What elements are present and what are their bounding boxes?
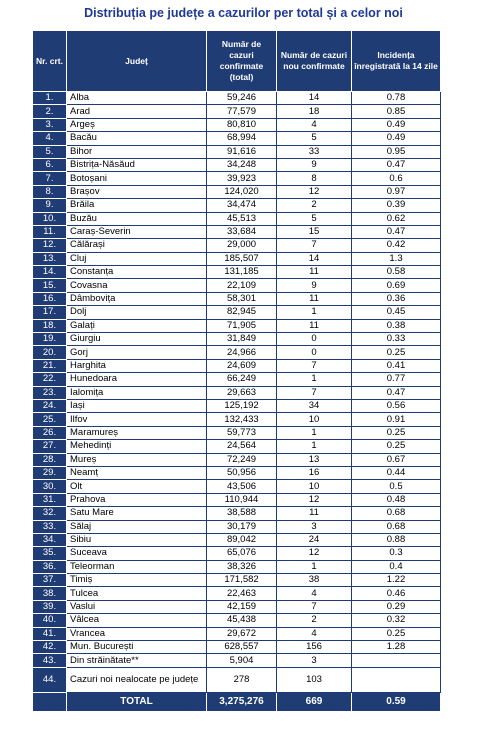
total-cases-cell: 38,588 <box>207 507 277 520</box>
row-number: 5. <box>33 145 67 158</box>
new-cases-cell: 33 <box>277 145 352 158</box>
county-name: Giurgiu <box>67 333 207 346</box>
row-number: 36. <box>33 560 67 573</box>
county-name: Teleorman <box>67 560 207 573</box>
table-row <box>33 547 441 560</box>
county-name: Caraș-Severin <box>67 225 207 238</box>
row-number: 10. <box>33 212 67 225</box>
new-cases-cell: 12 <box>277 493 352 506</box>
table-row <box>33 306 441 319</box>
total-cases-cell: 29,000 <box>207 239 277 252</box>
table-row <box>33 440 441 453</box>
county-name: Prahova <box>67 493 207 506</box>
total-cases-cell: 45,438 <box>207 614 277 627</box>
table-row <box>33 627 441 640</box>
total-label: TOTAL <box>67 692 207 711</box>
total-cases-cell: 24,609 <box>207 359 277 372</box>
incidence-cell: 0.4 <box>352 560 441 573</box>
total-cases-cell: 42,159 <box>207 600 277 613</box>
total-cases-cell: 89,042 <box>207 533 277 546</box>
row-number: 23. <box>33 386 67 399</box>
row-number: 16. <box>33 292 67 305</box>
county-name: Iași <box>67 399 207 412</box>
county-name: Vaslui <box>67 600 207 613</box>
table-row <box>33 212 441 225</box>
table-row <box>33 199 441 212</box>
new-cases-cell: 13 <box>277 453 352 466</box>
incidence-cell: 0.47 <box>352 386 441 399</box>
incidence-cell: 0.41 <box>352 359 441 372</box>
row-number: 31. <box>33 493 67 506</box>
table-row <box>33 333 441 346</box>
county-name: Alba <box>67 92 207 105</box>
table-row <box>33 453 441 466</box>
total-cases-cell: 22,109 <box>207 279 277 292</box>
new-cases-cell: 9 <box>277 279 352 292</box>
county-name: Cazuri noi nealocate pe județe <box>67 667 207 692</box>
county-name: Arad <box>67 105 207 118</box>
total-cases-cell: 71,905 <box>207 319 277 332</box>
incidence-cell: 0.25 <box>352 440 441 453</box>
incidence-cell: 0.36 <box>352 292 441 305</box>
incidence-cell: 0.85 <box>352 105 441 118</box>
row-number: 43. <box>33 654 67 667</box>
row-number: 18. <box>33 319 67 332</box>
incidence-cell: 0.47 <box>352 158 441 171</box>
new-cases-cell: 1 <box>277 440 352 453</box>
table-row <box>33 252 441 265</box>
row-number: 3. <box>33 118 67 131</box>
incidence-cell <box>352 667 441 692</box>
row-number: 30. <box>33 480 67 493</box>
table-row <box>33 520 441 533</box>
county-name: Neamț <box>67 466 207 479</box>
incidence-cell <box>352 654 441 667</box>
new-cases-cell: 4 <box>277 627 352 640</box>
county-name: Gorj <box>67 346 207 359</box>
table-header-row <box>33 31 441 92</box>
header-incidence: Incidența înregistrată la 14 zile <box>352 31 441 92</box>
county-name: Vrancea <box>67 627 207 640</box>
new-cases-cell: 0 <box>277 346 352 359</box>
incidence-cell: 0.69 <box>352 279 441 292</box>
row-number: 39. <box>33 600 67 613</box>
total-cases-cell: 278 <box>207 667 277 692</box>
new-cases-cell: 3 <box>277 520 352 533</box>
total-cases-cell: 91,616 <box>207 145 277 158</box>
incidence-cell: 0.49 <box>352 132 441 145</box>
total-cases-cell: 24,966 <box>207 346 277 359</box>
row-number: 33. <box>33 520 67 533</box>
total-row <box>33 692 441 711</box>
table-row <box>33 172 441 185</box>
county-name: Bihor <box>67 145 207 158</box>
table-row <box>33 480 441 493</box>
row-number: 2. <box>33 105 67 118</box>
incidence-cell: 0.38 <box>352 319 441 332</box>
row-number: 37. <box>33 574 67 587</box>
row-number: 20. <box>33 346 67 359</box>
total-cases-cell: 5,904 <box>207 654 277 667</box>
row-number: 1. <box>33 92 67 105</box>
table-row <box>33 641 441 654</box>
total-cases-cell: 58,301 <box>207 292 277 305</box>
total-cases-cell: 66,249 <box>207 373 277 386</box>
incidence-cell: 0.5 <box>352 480 441 493</box>
total-cases-cell: 43,506 <box>207 480 277 493</box>
incidence-cell: 0.39 <box>352 199 441 212</box>
row-number: 19. <box>33 333 67 346</box>
table-row <box>33 145 441 158</box>
table-row <box>33 600 441 613</box>
county-name: Mehedinți <box>67 440 207 453</box>
table-row <box>33 266 441 279</box>
row-number: 7. <box>33 172 67 185</box>
new-cases-cell: 12 <box>277 547 352 560</box>
new-cases-cell: 103 <box>277 667 352 692</box>
new-cases-cell: 7 <box>277 386 352 399</box>
county-name: Mureș <box>67 453 207 466</box>
table-row <box>33 560 441 573</box>
total-cases-cell: 29,672 <box>207 627 277 640</box>
county-name: Sibiu <box>67 533 207 546</box>
table-row <box>33 399 441 412</box>
new-cases-cell: 2 <box>277 199 352 212</box>
county-name: Maramureș <box>67 426 207 439</box>
total-cases-cell: 68,994 <box>207 132 277 145</box>
county-name: Brașov <box>67 185 207 198</box>
county-name: Dolj <box>67 306 207 319</box>
page-title: Distribuția pe județe a cazurilor per total și a celor noi <box>84 6 403 20</box>
row-number: 8. <box>33 185 67 198</box>
incidence-cell: 0.25 <box>352 346 441 359</box>
new-cases-cell: 38 <box>277 574 352 587</box>
county-name: Bistrița-Năsăud <box>67 158 207 171</box>
new-cases-cell: 11 <box>277 319 352 332</box>
total-cases-cell: 65,076 <box>207 547 277 560</box>
incidence-cell: 0.78 <box>352 92 441 105</box>
county-name: Sălaj <box>67 520 207 533</box>
row-number: 41. <box>33 627 67 640</box>
county-name: Hunedoara <box>67 373 207 386</box>
county-name: Galați <box>67 319 207 332</box>
county-name: Suceava <box>67 547 207 560</box>
incidence-cell: 0.68 <box>352 507 441 520</box>
table-row <box>33 614 441 627</box>
new-cases-cell: 1 <box>277 426 352 439</box>
row-number: 11. <box>33 225 67 238</box>
total-cases-cell: 125,192 <box>207 399 277 412</box>
new-cases-cell: 11 <box>277 507 352 520</box>
row-number: 14. <box>33 266 67 279</box>
row-number: 22. <box>33 373 67 386</box>
total-cases-cell: 77,579 <box>207 105 277 118</box>
row-number: 42. <box>33 641 67 654</box>
new-cases-cell: 9 <box>277 158 352 171</box>
incidence-cell: 0.62 <box>352 212 441 225</box>
row-number: 44. <box>33 667 67 692</box>
table-row <box>33 92 441 105</box>
incidence-cell: 0.25 <box>352 627 441 640</box>
new-cases-cell: 2 <box>277 614 352 627</box>
new-cases-cell: 34 <box>277 399 352 412</box>
row-number: 21. <box>33 359 67 372</box>
new-cases-cell: 4 <box>277 587 352 600</box>
table-row <box>33 426 441 439</box>
row-number: 6. <box>33 158 67 171</box>
new-cases-cell: 1 <box>277 560 352 573</box>
new-cases-cell: 10 <box>277 480 352 493</box>
table-row <box>33 507 441 520</box>
incidence-cell: 0.29 <box>352 600 441 613</box>
row-number: 38. <box>33 587 67 600</box>
row-number: 34. <box>33 533 67 546</box>
total-cases-cell: 29,663 <box>207 386 277 399</box>
total-incidence: 0.59 <box>352 692 441 711</box>
new-cases-cell: 15 <box>277 225 352 238</box>
county-name: Ialomița <box>67 386 207 399</box>
table-row <box>33 319 441 332</box>
total-cases-cell: 59,773 <box>207 426 277 439</box>
new-cases-cell: 14 <box>277 92 352 105</box>
incidence-cell: 0.42 <box>352 239 441 252</box>
incidence-cell: 0.32 <box>352 614 441 627</box>
row-number: 12. <box>33 239 67 252</box>
incidence-cell: 0.88 <box>352 533 441 546</box>
table-row <box>33 386 441 399</box>
county-cases-table <box>32 30 441 712</box>
incidence-cell: 0.33 <box>352 333 441 346</box>
incidence-cell: 0.58 <box>352 266 441 279</box>
header-new-cases: Număr de cazuri nou confirmate <box>277 31 352 92</box>
row-number: 29. <box>33 466 67 479</box>
incidence-cell: 0.97 <box>352 185 441 198</box>
row-number: 17. <box>33 306 67 319</box>
county-name: Satu Mare <box>67 507 207 520</box>
new-cases-cell: 10 <box>277 413 352 426</box>
incidence-cell: 0.44 <box>352 466 441 479</box>
row-number: 24. <box>33 399 67 412</box>
table-row <box>33 118 441 131</box>
county-name: Brăila <box>67 199 207 212</box>
row-number: 26. <box>33 426 67 439</box>
new-cases-cell: 12 <box>277 185 352 198</box>
row-number: 27. <box>33 440 67 453</box>
new-cases-cell: 1 <box>277 373 352 386</box>
incidence-cell: 0.95 <box>352 145 441 158</box>
new-cases-cell: 0 <box>277 333 352 346</box>
incidence-cell: 0.6 <box>352 172 441 185</box>
total-nr-cell <box>33 692 67 711</box>
county-name: Timiș <box>67 574 207 587</box>
county-name: Din străinătate** <box>67 654 207 667</box>
incidence-cell: 0.77 <box>352 373 441 386</box>
table-row <box>33 373 441 386</box>
total-cases-cell: 31,849 <box>207 333 277 346</box>
row-number: 40. <box>33 614 67 627</box>
new-cases-cell: 11 <box>277 266 352 279</box>
total-new-cases: 669 <box>277 692 352 711</box>
new-cases-cell: 7 <box>277 359 352 372</box>
total-cases-cell: 39,923 <box>207 172 277 185</box>
header-nr: Nr. crt. <box>33 31 67 92</box>
total-cases-cell: 80,810 <box>207 118 277 131</box>
row-number: 28. <box>33 453 67 466</box>
table-row <box>33 533 441 546</box>
county-name: Buzău <box>67 212 207 225</box>
incidence-cell: 0.49 <box>352 118 441 131</box>
new-cases-cell: 1 <box>277 306 352 319</box>
table-row <box>33 239 441 252</box>
table-row <box>33 132 441 145</box>
total-cases: 3,275,276 <box>207 692 277 711</box>
incidence-cell: 0.67 <box>352 453 441 466</box>
table-row <box>33 359 441 372</box>
table-row <box>33 654 441 667</box>
total-cases-cell: 124,020 <box>207 185 277 198</box>
incidence-cell: 1.3 <box>352 252 441 265</box>
total-cases-cell: 132,433 <box>207 413 277 426</box>
header-county: Județ <box>67 31 207 92</box>
new-cases-cell: 7 <box>277 239 352 252</box>
row-number: 4. <box>33 132 67 145</box>
row-number: 13. <box>33 252 67 265</box>
county-name: Ilfov <box>67 413 207 426</box>
county-name: Harghita <box>67 359 207 372</box>
total-cases-cell: 628,557 <box>207 641 277 654</box>
total-cases-cell: 30,179 <box>207 520 277 533</box>
total-cases-cell: 34,474 <box>207 199 277 212</box>
table-row <box>33 466 441 479</box>
total-cases-cell: 72,249 <box>207 453 277 466</box>
total-cases-cell: 131,185 <box>207 266 277 279</box>
table-row <box>33 185 441 198</box>
incidence-cell: 0.91 <box>352 413 441 426</box>
incidence-cell: 0.47 <box>352 225 441 238</box>
new-cases-cell: 5 <box>277 212 352 225</box>
total-cases-cell: 50,956 <box>207 466 277 479</box>
new-cases-cell: 14 <box>277 252 352 265</box>
new-cases-cell: 8 <box>277 172 352 185</box>
new-cases-cell: 4 <box>277 118 352 131</box>
county-name: Covasna <box>67 279 207 292</box>
incidence-cell: 0.68 <box>352 520 441 533</box>
county-name: Dâmbovița <box>67 292 207 305</box>
table-row <box>33 279 441 292</box>
incidence-cell: 1.28 <box>352 641 441 654</box>
county-name: Tulcea <box>67 587 207 600</box>
county-name: Olt <box>67 480 207 493</box>
row-number: 15. <box>33 279 67 292</box>
county-name: Botoșani <box>67 172 207 185</box>
total-cases-cell: 110,944 <box>207 493 277 506</box>
total-cases-cell: 45,513 <box>207 212 277 225</box>
total-cases-cell: 82,945 <box>207 306 277 319</box>
incidence-cell: 1.22 <box>352 574 441 587</box>
county-name: Călărași <box>67 239 207 252</box>
table-row <box>33 225 441 238</box>
table-row <box>33 158 441 171</box>
table-row <box>33 105 441 118</box>
total-cases-cell: 171,582 <box>207 574 277 587</box>
table-row <box>33 493 441 506</box>
total-cases-cell: 24,564 <box>207 440 277 453</box>
table-row <box>33 667 441 692</box>
total-cases-cell: 185,507 <box>207 252 277 265</box>
total-cases-cell: 34,248 <box>207 158 277 171</box>
county-name: Constanța <box>67 266 207 279</box>
county-name: Mun. București <box>67 641 207 654</box>
row-number: 25. <box>33 413 67 426</box>
county-name: Argeș <box>67 118 207 131</box>
incidence-cell: 0.3 <box>352 547 441 560</box>
new-cases-cell: 3 <box>277 654 352 667</box>
total-cases-cell: 22,463 <box>207 587 277 600</box>
table-row <box>33 413 441 426</box>
new-cases-cell: 7 <box>277 600 352 613</box>
row-number: 9. <box>33 199 67 212</box>
new-cases-cell: 16 <box>277 466 352 479</box>
incidence-cell: 0.25 <box>352 426 441 439</box>
row-number: 32. <box>33 507 67 520</box>
table-row <box>33 292 441 305</box>
table-row <box>33 346 441 359</box>
incidence-cell: 0.45 <box>352 306 441 319</box>
county-name: Vâlcea <box>67 614 207 627</box>
new-cases-cell: 156 <box>277 641 352 654</box>
new-cases-cell: 11 <box>277 292 352 305</box>
new-cases-cell: 5 <box>277 132 352 145</box>
incidence-cell: 0.56 <box>352 399 441 412</box>
table-body <box>33 92 441 693</box>
row-number: 35. <box>33 547 67 560</box>
header-total-cases: Număr de cazuri confirmate (total) <box>207 31 277 92</box>
table-row <box>33 587 441 600</box>
table-row <box>33 574 441 587</box>
county-name: Bacău <box>67 132 207 145</box>
incidence-cell: 0.46 <box>352 587 441 600</box>
new-cases-cell: 24 <box>277 533 352 546</box>
new-cases-cell: 18 <box>277 105 352 118</box>
total-cases-cell: 59,246 <box>207 92 277 105</box>
total-cases-cell: 33,684 <box>207 225 277 238</box>
total-cases-cell: 38,326 <box>207 560 277 573</box>
incidence-cell: 0.48 <box>352 493 441 506</box>
county-name: Cluj <box>67 252 207 265</box>
